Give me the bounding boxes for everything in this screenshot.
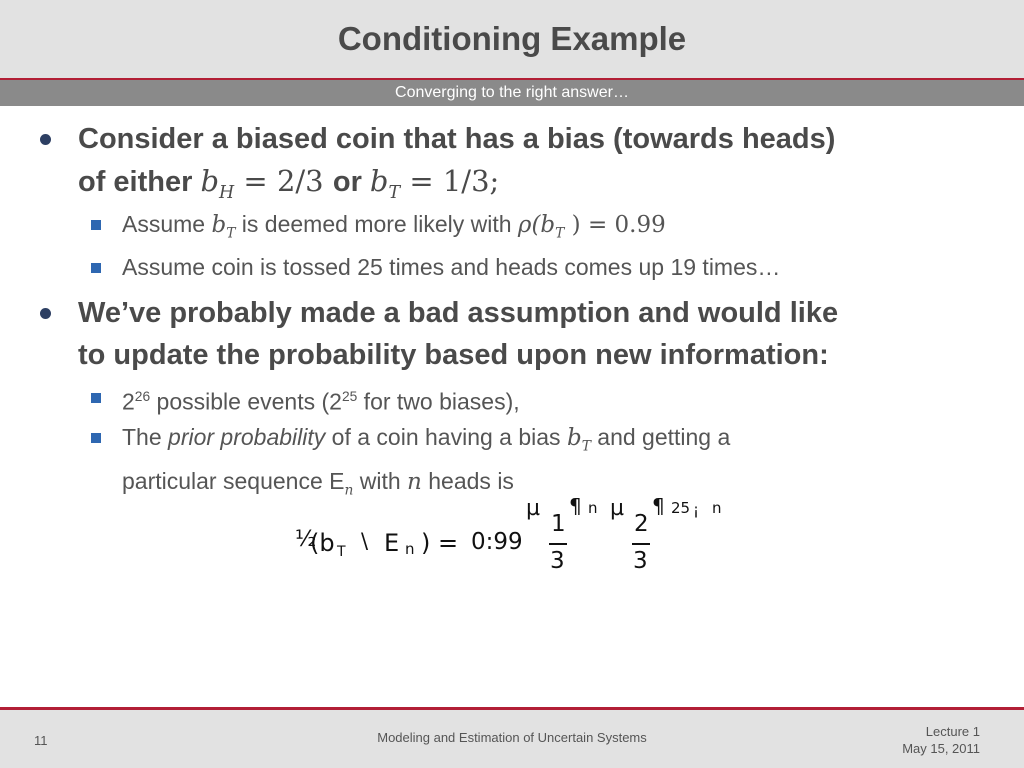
text-prior-probability: prior probability (168, 424, 326, 450)
bullet-line: Consider a biased coin that has a bias (towards heads) (78, 123, 836, 155)
math-sub-T: T (555, 225, 565, 242)
formula-bracket-2: ¶ (652, 494, 665, 518)
formula-E: E (384, 529, 400, 557)
text-heads-is: heads is (421, 467, 514, 494)
math-rho-value: ) = 0.99 (564, 212, 666, 238)
lecture-info (902, 723, 980, 757)
formula-rho: ½ (295, 527, 317, 552)
math-bT-value: = 1/3; (400, 164, 500, 198)
formula-prob: 0:99 (471, 529, 523, 555)
text-tosses: Assume coin is tossed 25 times and heads comes up 19 times… (122, 254, 781, 280)
formula-exp-25: 25 (671, 499, 691, 517)
formula-exp-n2: n (712, 499, 722, 517)
formula-bracket-1: ¶ (569, 494, 582, 518)
math-sub-H: H (219, 182, 235, 203)
text-two-biases: for two biases), (357, 388, 520, 415)
bullet-line: to update the probability based upon new information: (78, 339, 829, 371)
course-title: Modeling and Estimation of Uncertain Systems (377, 730, 647, 745)
math-n: n (407, 468, 422, 495)
lecture-number: Lecture 1 (925, 724, 980, 739)
math-bH-value: = 2/3 (234, 164, 333, 198)
text-coin-bias: of a coin having a bias (325, 424, 567, 450)
math-bT: b (211, 212, 227, 238)
text-the: The (122, 424, 169, 450)
page-number: 11 (34, 733, 48, 748)
formula-cap: \ (361, 529, 369, 553)
lecture-date: May 15, 2011 (902, 741, 980, 756)
math-sub-T: T (388, 182, 401, 203)
slide-title: Conditioning Example (337, 20, 687, 57)
text-base: 2 (122, 388, 135, 415)
slide-footer (0, 710, 1024, 768)
math-bT: b (566, 425, 582, 451)
text-exp-26: 26 (134, 389, 151, 404)
text-assume: Assume (122, 211, 212, 237)
formula-den-2: 3 (633, 548, 648, 574)
formula-exp-n: n (588, 499, 598, 517)
formula-mu-1: µ (526, 496, 540, 521)
formula-close-eq: ) = (421, 529, 459, 557)
text-possible-events: possible events (2 (150, 388, 342, 415)
math-sub-T: T (226, 225, 236, 242)
text-and-getting: and getting a (590, 424, 731, 450)
formula-paren-b: (b (310, 529, 335, 557)
formula-fraction-line (549, 543, 567, 545)
formula-mu-2: µ (610, 496, 624, 521)
math-bH: b (200, 164, 220, 198)
math-rho: ρ( (517, 212, 541, 238)
text-of-either: of either (78, 166, 201, 198)
slide-subtitle: Converging to the right answer… (0, 80, 1024, 106)
formula-num-2: 2 (634, 511, 649, 537)
bullet-line: We’ve probably made a bad assumption and would like (78, 297, 839, 329)
formula-sub-n: n (405, 540, 415, 558)
formula-den-1: 3 (550, 548, 565, 574)
formula-num-1: 1 (551, 511, 566, 537)
text-deemed: is deemed more likely with (235, 211, 518, 237)
text-with: with (353, 467, 408, 494)
math-sub-n: n (344, 482, 354, 499)
text-sequence: particular sequence E (122, 467, 345, 494)
math-bT: b (369, 164, 389, 198)
formula-exp-minus: ¡ (693, 501, 700, 519)
text-exp-25: 25 (341, 389, 358, 404)
formula-fraction-line (632, 543, 650, 545)
math-sub-T: T (581, 438, 591, 455)
text-or: or (332, 166, 370, 198)
formula-sub-T: T (337, 544, 346, 560)
math-b: b (540, 212, 556, 238)
